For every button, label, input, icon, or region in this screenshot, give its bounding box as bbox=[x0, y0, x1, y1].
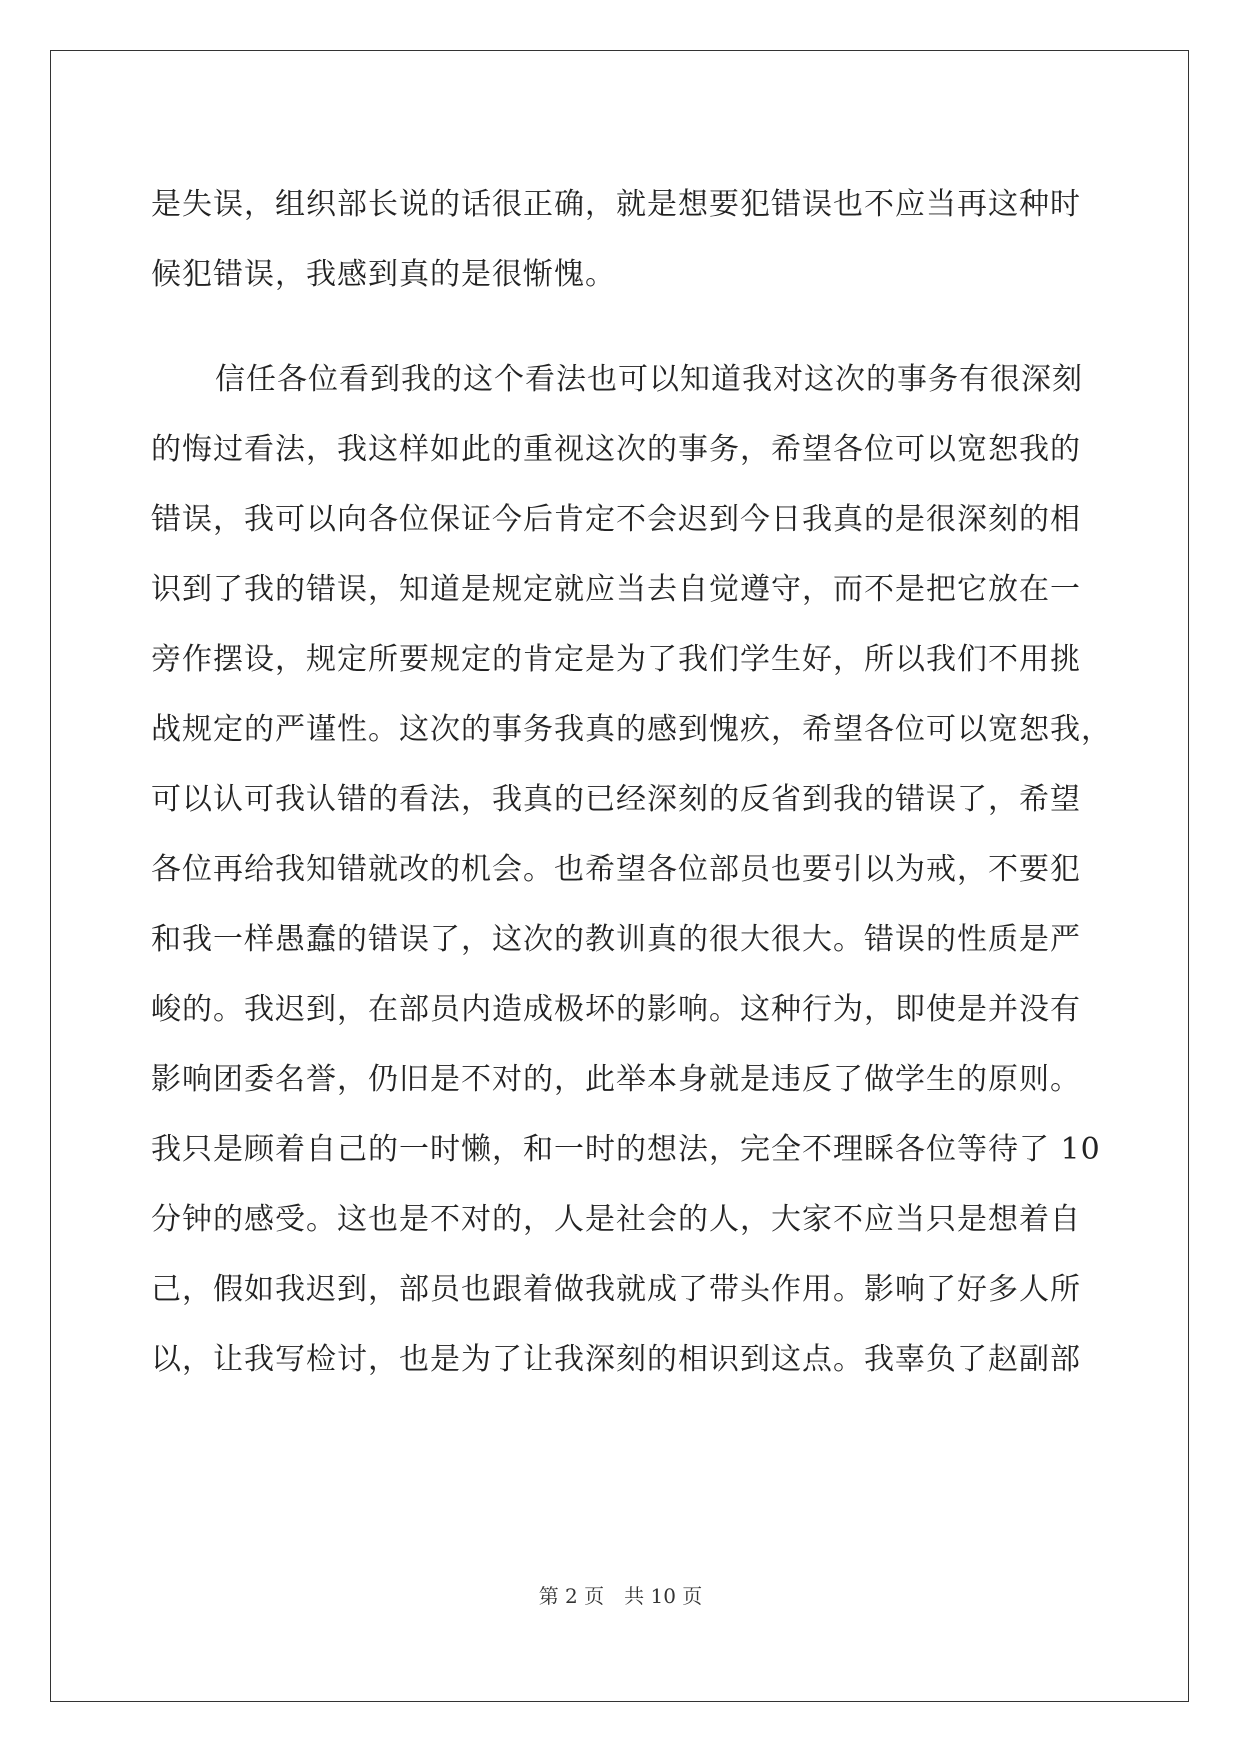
text-line: 的悔过看法，我这样如此的重视这次的事务，希望各位可以宽恕我的 bbox=[151, 432, 1081, 467]
text-line: 各位再给我知错就改的机会。也希望各位部员也要引以为戒，不要犯 bbox=[151, 852, 1081, 887]
text-line: 分钟的感受。这也是不对的，人是社会的人，大家不应当只是想着自 bbox=[151, 1202, 1081, 1237]
text-line: 战规定的严谨性。这次的事务我真的感到愧疚，希望各位可以宽恕我， bbox=[151, 712, 1112, 747]
text-line: 是失误，组织部长说的话很正确，就是想要犯错误也不应当再这种时 bbox=[151, 187, 1081, 222]
text-line: 旁作摆设，规定所要规定的肯定是为了我们学生好，所以我们不用挑 bbox=[151, 642, 1081, 677]
text-line: 我只是顾着自己的一时懒，和一时的想法，完全不理睬各位等待了 10 bbox=[151, 1132, 1101, 1167]
document-body bbox=[151, 170, 1112, 1395]
text-line: 峻的。我迟到，在部员内造成极坏的影响。这种行为，即使是并没有 bbox=[151, 992, 1081, 1027]
text-line: 和我一样愚蠢的错误了，这次的教训真的很大很大。错误的性质是严 bbox=[151, 922, 1081, 957]
text-line: 以，让我写检讨，也是为了让我深刻的相识到这点。我辜负了赵副部 bbox=[151, 1342, 1081, 1377]
text-line: 己，假如我迟到，部员也跟着做我就成了带头作用。影响了好多人所 bbox=[151, 1272, 1081, 1307]
paragraph-start-line: 信任各位看到我的这个看法也可以知道我对这次的事务有很深刻 bbox=[215, 362, 1083, 397]
text-line: 错误，我可以向各位保证今后肯定不会迟到今日我真的是很深刻的相 bbox=[151, 502, 1081, 537]
text-line: 可以认可我认错的看法，我真的已经深刻的反省到我的错误了，希望 bbox=[151, 782, 1081, 817]
text-line: 识到了我的错误，知道是规定就应当去自觉遵守，而不是把它放在一 bbox=[151, 572, 1081, 607]
text-line: 影响团委名誉，仍旧是不对的，此举本身就是违反了做学生的原则。 bbox=[151, 1062, 1081, 1097]
page-number-footer: 第 2 页 共 10 页 bbox=[538, 1584, 703, 1608]
text-line: 候犯错误，我感到真的是很惭愧。 bbox=[151, 257, 616, 292]
